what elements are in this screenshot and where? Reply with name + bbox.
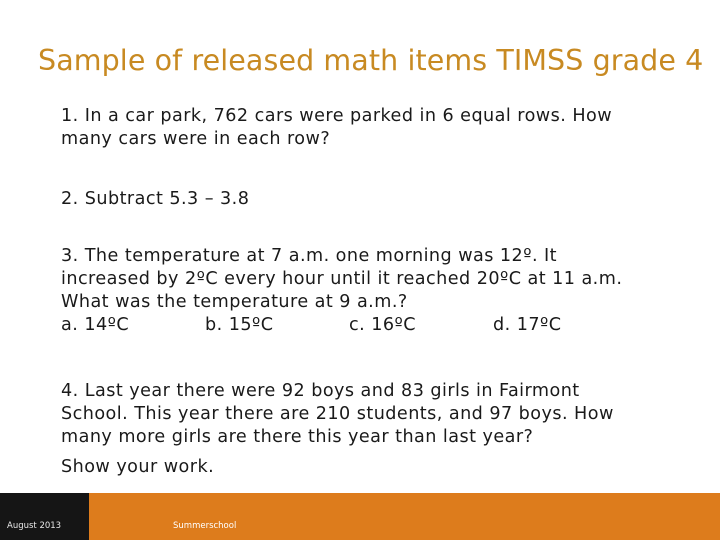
question-line: 4. Last year there were 92 boys and 83 girls in Fairmont [61, 381, 580, 401]
question-line: many cars were in each row? [61, 129, 331, 149]
slide-title: Sample of released math items TIMSS grade 4 [38, 44, 704, 77]
question-1 [61, 105, 701, 151]
question-line: School. This year there are 210 students, and 97 boys. How [61, 404, 614, 424]
question-line: What was the temperature at 9 a.m.? [61, 292, 408, 312]
answer-options [61, 314, 701, 337]
question-3 [61, 245, 701, 337]
question-line: increased by 2ºC every hour until it reached 20ºC at 11 a.m. [61, 269, 623, 289]
question-4 [61, 380, 701, 479]
question-line: 2. Subtract 5.3 – 3.8 [61, 189, 250, 209]
question-line: many more girls are there this year than last year? [61, 427, 534, 447]
footer-event-name: Summerschool [173, 521, 237, 531]
answer-option-a: a. 14ºC [61, 315, 130, 335]
footer-date-box [0, 493, 89, 540]
answer-option-d: d. 17ºC [493, 315, 562, 335]
answer-option-b: b. 15ºC [205, 315, 274, 335]
footer-date: August 2013 [7, 521, 62, 531]
question-line: 1. In a car park, 762 cars were parked in 6 equal rows. How [61, 106, 613, 126]
question-2 [61, 188, 701, 211]
question-line: 3. The temperature at 7 a.m. one morning was 12º. It [61, 246, 558, 266]
answer-option-c: c. 16ºC [349, 315, 416, 335]
question-line: Show your work. [61, 457, 215, 477]
footer-bar [0, 493, 720, 540]
